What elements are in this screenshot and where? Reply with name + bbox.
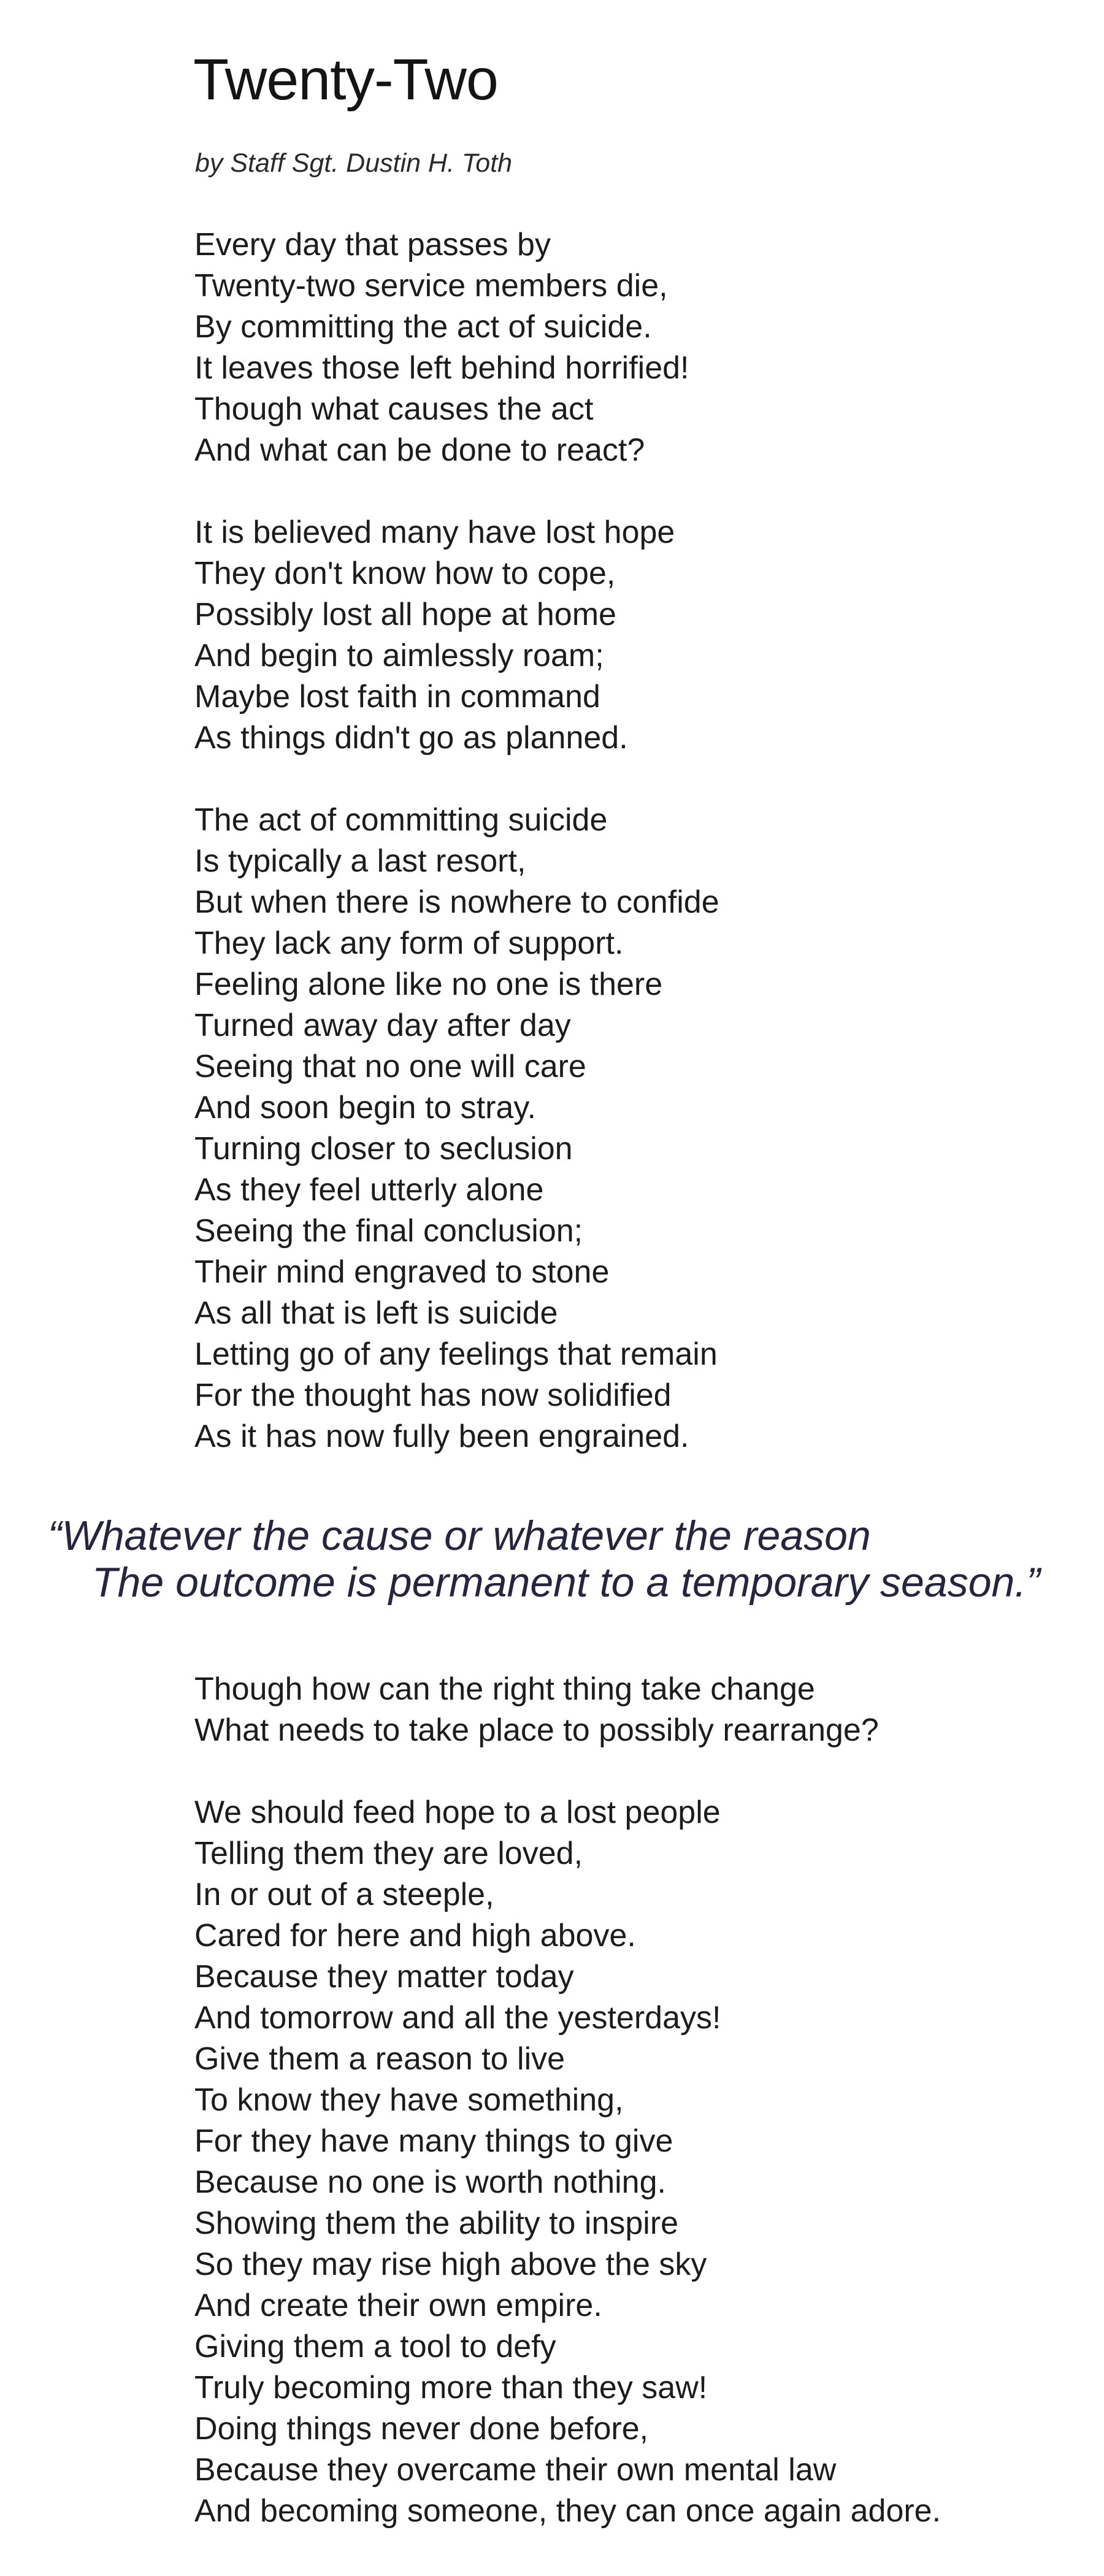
poem-line: Every day that passes by (194, 227, 551, 263)
poem-line: What needs to take place to possibly rearrange? (194, 1712, 879, 1748)
poem-line: They lack any form of support. (194, 926, 624, 961)
poem-line: As they feel utterly alone (194, 1172, 544, 1208)
poem-line: Showing them the ability to inspire (194, 2206, 679, 2241)
poem-line: And soon begin to stray. (194, 1090, 536, 1125)
poem-line: Doing things never done before, (194, 2411, 649, 2447)
poem-line: For the thought has now solidified (194, 1378, 672, 1413)
poem-title: Twenty-Two (193, 47, 498, 112)
poem-line: Letting go of any feelings that remain (194, 1336, 718, 1372)
poem-line: So they may rise high above the sky (194, 2247, 707, 2282)
poem-line: As all that is left is suicide (194, 1295, 558, 1331)
poem-line: We should feed hope to a lost people (194, 1795, 721, 1830)
poem-line: Is typically a last resort, (194, 843, 526, 879)
poem-line: And tomorrow and all the yesterdays! (194, 2000, 721, 2036)
poem-line: But when there is nowhere to confide (194, 884, 719, 920)
poem-line: Giving them a tool to defy (194, 2329, 556, 2364)
stanza-5 (194, 1792, 941, 2532)
poem-line: And begin to aimlessly roam; (194, 638, 604, 673)
poem-line: Turning closer to seclusion (194, 1131, 573, 1167)
pull-quote-line: The outcome is permanent to a temporary season.” (92, 1559, 1040, 1606)
poem-line: Feeling alone like no one is there (194, 967, 663, 1002)
poem-line: They don't know how to cope, (194, 556, 616, 591)
poem-line: Though how can the right thing take change (194, 1671, 815, 1707)
poem-line: It is believed many have lost hope (194, 515, 675, 550)
poem-line: Seeing that no one will care (194, 1049, 586, 1084)
poem-line: Twenty-two service members die, (194, 268, 668, 304)
poem-line: Seeing the final conclusion; (194, 1213, 583, 1249)
stanza-2 (194, 512, 675, 759)
poem-line: For they have many things to give (194, 2123, 673, 2159)
poem-line: Possibly lost all hope at home (194, 597, 616, 632)
poem-line: By committing the act of suicide. (194, 309, 652, 345)
poem-line: Maybe lost faith in command (194, 679, 600, 715)
poem-line: Their mind engraved to stone (194, 1254, 610, 1290)
poem-line: Truly becoming more than they saw! (194, 2370, 708, 2405)
poem-line: In or out of a steeple, (194, 1877, 494, 1912)
poem-line: It leaves those left behind horrified! (194, 350, 689, 386)
pull-quote-line: “Whatever the cause or whatever the reason (48, 1512, 871, 1559)
poem-line: The act of committing suicide (194, 802, 608, 838)
poem-line: Though what causes the act (194, 391, 594, 427)
poem-line: And what can be done to react? (194, 432, 645, 468)
poem-line: Because they overcame their own mental law (194, 2452, 837, 2488)
poem-line: Because no one is worth nothing. (194, 2164, 666, 2200)
stanza-1 (194, 224, 689, 471)
stanza-4 (194, 1669, 879, 1751)
poem-line: Turned away day after day (194, 1008, 571, 1043)
poem-line: As things didn't go as planned. (194, 720, 628, 756)
poem-line: And becoming someone, they can once again adore. (194, 2493, 941, 2529)
poem-line: Give them a reason to live (194, 2041, 565, 2077)
poem-line: To know they have something, (194, 2082, 624, 2118)
poem-line: And create their own empire. (194, 2288, 602, 2323)
poem-line: Cared for here and high above. (194, 1918, 636, 1953)
poem-byline: by Staff Sgt. Dustin H. Toth (195, 148, 513, 178)
pull-quote (48, 1512, 1040, 1606)
poem-line: As it has now fully been engrained. (194, 1419, 689, 1454)
poem-line: Because they matter today (194, 1959, 574, 1995)
poem-line: Telling them they are loved, (194, 1836, 583, 1871)
stanza-3 (194, 800, 719, 1457)
